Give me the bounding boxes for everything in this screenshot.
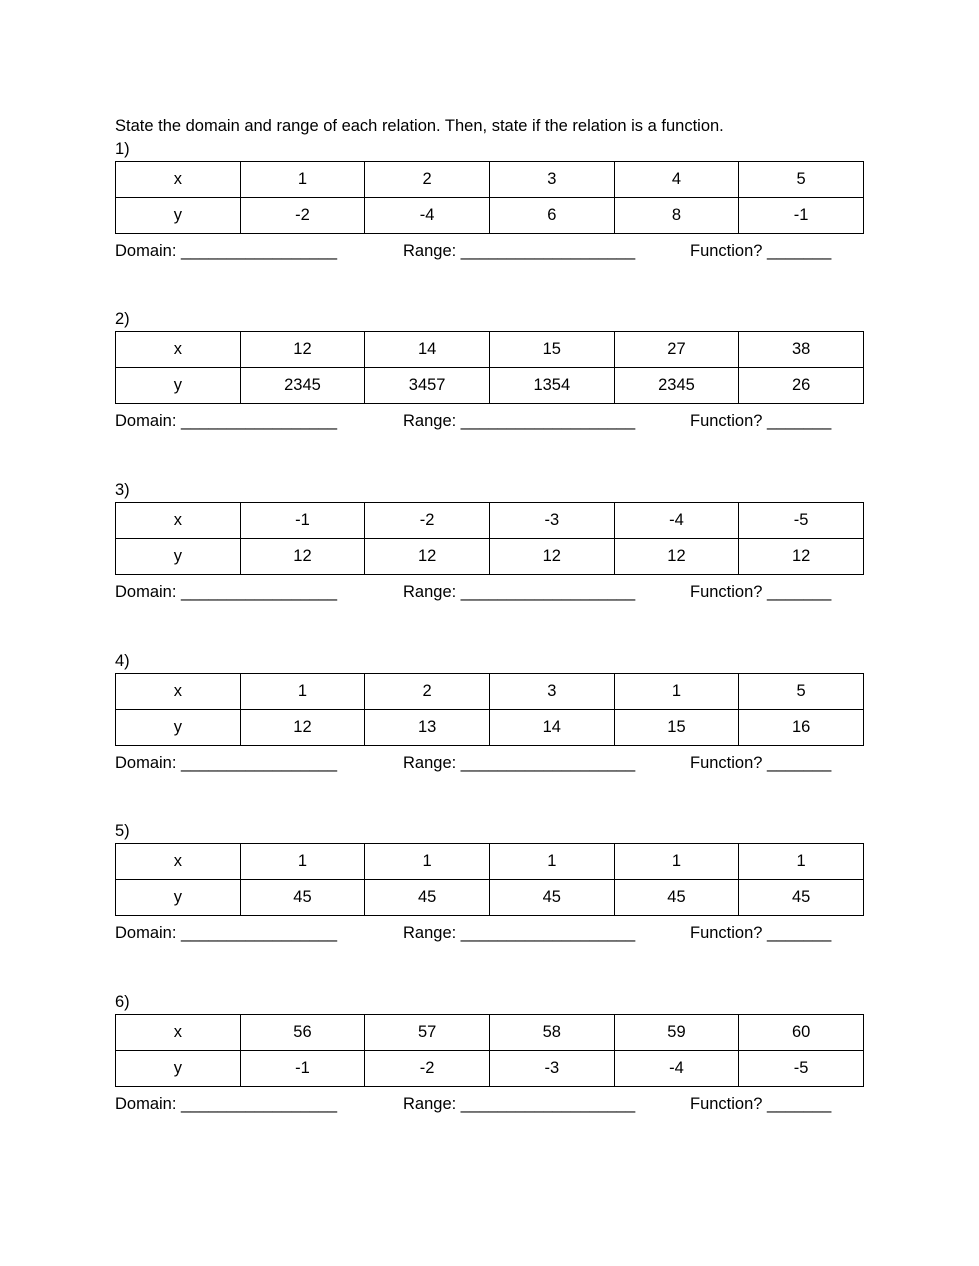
table-cell-x: -4 xyxy=(614,503,739,539)
table-cell-y: 16 xyxy=(739,710,864,746)
table-cell-y: -4 xyxy=(614,1051,739,1087)
problem-4 xyxy=(115,651,865,811)
table-cell-x: -1 xyxy=(240,503,365,539)
row-label: y xyxy=(116,539,241,575)
table-cell-y: 2345 xyxy=(240,368,365,404)
range-answer-blank[interactable]: Range: ___________________ xyxy=(403,754,636,772)
problem-number: 3) xyxy=(115,481,130,499)
row-label: x xyxy=(116,844,241,880)
table-cell-y: 2345 xyxy=(614,368,739,404)
range-answer-blank[interactable]: Range: ___________________ xyxy=(403,583,636,601)
answer-line xyxy=(115,582,865,604)
range-answer-blank[interactable]: Range: ___________________ xyxy=(403,1095,636,1113)
table-cell-x: 15 xyxy=(489,332,614,368)
answer-line xyxy=(115,923,865,945)
table-cell-y: 12 xyxy=(614,539,739,575)
table-cell-x: 56 xyxy=(240,1015,365,1051)
row-label: y xyxy=(116,710,241,746)
table-cell-y: -1 xyxy=(240,1051,365,1087)
problem-3 xyxy=(115,480,865,640)
table-cell-y: 45 xyxy=(614,880,739,916)
table-cell-y: 14 xyxy=(489,710,614,746)
table-cell-x: 2 xyxy=(365,162,490,198)
table-cell-y: 12 xyxy=(240,710,365,746)
relation-row-x xyxy=(116,1015,864,1051)
table-cell-x: 1 xyxy=(614,844,739,880)
row-label: x xyxy=(116,1015,241,1051)
range-answer-blank[interactable]: Range: ___________________ xyxy=(403,924,636,942)
table-cell-y: 12 xyxy=(739,539,864,575)
table-cell-y: 45 xyxy=(365,880,490,916)
table-cell-x: 1 xyxy=(365,844,490,880)
table-cell-x: 57 xyxy=(365,1015,490,1051)
table-cell-x: 38 xyxy=(739,332,864,368)
table-cell-y: 8 xyxy=(614,198,739,234)
relation-row-x xyxy=(116,674,864,710)
range-answer-blank[interactable]: Range: ___________________ xyxy=(403,412,636,430)
table-cell-x: 1 xyxy=(240,674,365,710)
table-cell-y: -1 xyxy=(739,198,864,234)
row-label: x xyxy=(116,332,241,368)
table-cell-y: -3 xyxy=(489,1051,614,1087)
domain-answer-blank[interactable]: Domain: _________________ xyxy=(115,1095,338,1113)
relation-row-x xyxy=(116,332,864,368)
table-cell-y: 45 xyxy=(240,880,365,916)
row-label: x xyxy=(116,162,241,198)
table-cell-y: 15 xyxy=(614,710,739,746)
relation-row-y xyxy=(116,539,864,575)
worksheet-instructions: State the domain and range of each relation. Then, state if the relation is a function. xyxy=(115,117,724,135)
table-cell-x: 1 xyxy=(240,162,365,198)
relation-row-x xyxy=(116,162,864,198)
row-label: y xyxy=(116,368,241,404)
relation-row-y xyxy=(116,368,864,404)
function-answer-blank[interactable]: Function? _______ xyxy=(690,1095,832,1113)
table-cell-x: -5 xyxy=(739,503,864,539)
problem-number: 1) xyxy=(115,140,130,158)
table-cell-y: -2 xyxy=(240,198,365,234)
table-cell-y: 45 xyxy=(489,880,614,916)
table-cell-x: 12 xyxy=(240,332,365,368)
function-answer-blank[interactable]: Function? _______ xyxy=(690,583,832,601)
table-cell-y: 13 xyxy=(365,710,490,746)
table-cell-y: 12 xyxy=(365,539,490,575)
table-cell-y: 26 xyxy=(739,368,864,404)
row-label: y xyxy=(116,198,241,234)
table-cell-x: 1 xyxy=(489,844,614,880)
relation-row-x xyxy=(116,844,864,880)
answer-line xyxy=(115,241,865,263)
table-cell-x: 3 xyxy=(489,674,614,710)
table-cell-x: 60 xyxy=(739,1015,864,1051)
domain-answer-blank[interactable]: Domain: _________________ xyxy=(115,583,338,601)
table-cell-y: -2 xyxy=(365,1051,490,1087)
table-cell-y: 6 xyxy=(489,198,614,234)
relation-table xyxy=(115,843,864,916)
relation-table xyxy=(115,1014,864,1087)
table-cell-x: 59 xyxy=(614,1015,739,1051)
answer-line xyxy=(115,411,865,433)
row-label: y xyxy=(116,1051,241,1087)
table-cell-x: 3 xyxy=(489,162,614,198)
domain-answer-blank[interactable]: Domain: _________________ xyxy=(115,412,338,430)
problem-number: 2) xyxy=(115,310,130,328)
table-cell-y: 3457 xyxy=(365,368,490,404)
function-answer-blank[interactable]: Function? _______ xyxy=(690,924,832,942)
table-cell-x: 5 xyxy=(739,674,864,710)
table-cell-y: 12 xyxy=(240,539,365,575)
range-answer-blank[interactable]: Range: ___________________ xyxy=(403,242,636,260)
table-cell-y: 12 xyxy=(489,539,614,575)
function-answer-blank[interactable]: Function? _______ xyxy=(690,754,832,772)
table-cell-x: 1 xyxy=(614,674,739,710)
problem-2 xyxy=(115,309,865,469)
relation-row-y xyxy=(116,710,864,746)
table-cell-y: -5 xyxy=(739,1051,864,1087)
relation-table xyxy=(115,331,864,404)
domain-answer-blank[interactable]: Domain: _________________ xyxy=(115,924,338,942)
problem-number: 4) xyxy=(115,652,130,670)
answer-line xyxy=(115,1094,865,1116)
problem-1 xyxy=(115,139,865,299)
relation-row-y xyxy=(116,198,864,234)
table-cell-x: 5 xyxy=(739,162,864,198)
problem-number: 6) xyxy=(115,993,130,1011)
row-label: x xyxy=(116,503,241,539)
table-cell-y: 45 xyxy=(739,880,864,916)
relation-row-x xyxy=(116,503,864,539)
answer-line xyxy=(115,753,865,775)
domain-answer-blank[interactable]: Domain: _________________ xyxy=(115,754,338,772)
function-answer-blank[interactable]: Function? _______ xyxy=(690,242,832,260)
table-cell-x: 14 xyxy=(365,332,490,368)
problem-6 xyxy=(115,992,865,1152)
table-cell-x: 4 xyxy=(614,162,739,198)
domain-answer-blank[interactable]: Domain: _________________ xyxy=(115,242,338,260)
function-answer-blank[interactable]: Function? _______ xyxy=(690,412,832,430)
relation-table xyxy=(115,161,864,234)
table-cell-x: -2 xyxy=(365,503,490,539)
relation-row-y xyxy=(116,880,864,916)
table-cell-x: 27 xyxy=(614,332,739,368)
row-label: y xyxy=(116,880,241,916)
table-cell-y: 1354 xyxy=(489,368,614,404)
relation-table xyxy=(115,502,864,575)
table-cell-x: 2 xyxy=(365,674,490,710)
table-cell-x: 1 xyxy=(739,844,864,880)
relation-table xyxy=(115,673,864,746)
problem-number: 5) xyxy=(115,822,130,840)
table-cell-x: 1 xyxy=(240,844,365,880)
relation-row-y xyxy=(116,1051,864,1087)
row-label: x xyxy=(116,674,241,710)
table-cell-y: -4 xyxy=(365,198,490,234)
problem-5 xyxy=(115,821,865,981)
table-cell-x: 58 xyxy=(489,1015,614,1051)
table-cell-x: -3 xyxy=(489,503,614,539)
